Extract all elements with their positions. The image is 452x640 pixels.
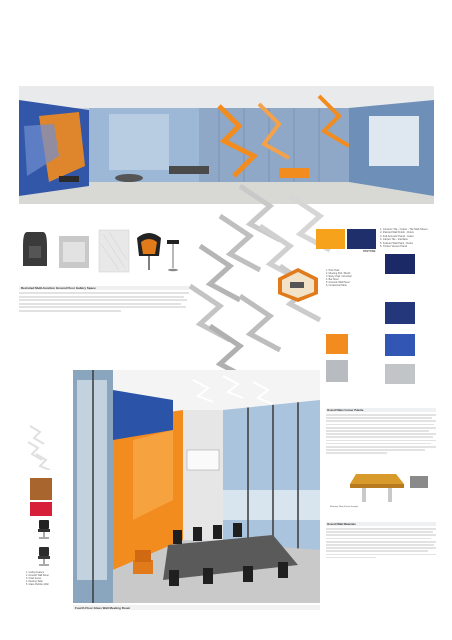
materials-legend	[380, 228, 440, 248]
meeting-room-caption: Fourth Floor Glass Wall Meeting Room	[75, 605, 131, 610]
swatch-navy-large	[385, 254, 415, 274]
materials-legend-item: 4. Carpet Tile - Interface	[380, 238, 408, 242]
meeting-room-legend	[26, 572, 70, 587]
gallery-caption: Revisited Multi-function Ground Floor Gallery Space	[21, 286, 96, 290]
chair-sample-2	[34, 545, 54, 567]
wall-materials-description	[326, 528, 436, 568]
meeting-room-legend-item: 1. Ceiling Feature	[26, 572, 45, 574]
furniture-list-item: 4. Bar Stool	[326, 278, 339, 282]
materials-legend-item: 1. Ceramic Tile - Colour - Tile Matt Sheen	[380, 228, 428, 231]
swatch-orange	[316, 229, 345, 249]
colour-palette-heading-bar	[326, 408, 436, 412]
materials-legend-item: 3. Felt Acoustic Panel - Autex	[380, 234, 414, 238]
meeting-room-caption-bar	[73, 605, 320, 610]
furniture-list-item: 5. Acoustic Wall Panel	[326, 281, 350, 285]
table-finish-illustration	[326, 470, 436, 504]
furniture-list-item: 6. Occasional Table	[326, 284, 347, 288]
swatch-grey-1	[326, 360, 348, 382]
furniture-list	[326, 269, 366, 288]
swatch-orange-square	[326, 334, 348, 354]
colour-palette-heading: Overall Main Colour Palette	[327, 408, 364, 412]
furniture-list-item: 1. Pod Chair	[326, 269, 340, 272]
chair-sample	[34, 518, 54, 540]
table-finish-sample	[326, 470, 436, 504]
furniture-list-item: 2. Meeting Pod / Booth	[326, 272, 351, 276]
colour-palette-section	[326, 408, 436, 464]
meeting-room-render	[73, 370, 320, 603]
wall-materials-section	[326, 522, 436, 568]
gallery-description	[19, 292, 189, 322]
colour-palette-description	[326, 414, 436, 464]
swatch-grey-2	[385, 364, 415, 384]
swatch-timber	[30, 478, 52, 500]
pattern-sample-icon	[26, 420, 54, 470]
furniture-illustrations	[19, 226, 184, 278]
materials-legend-item: 5. Feature Wall Paint - Dulux	[380, 241, 414, 245]
meeting-pod-illustration	[274, 264, 320, 304]
materials-legend-item: 2. Painted Wall Finish - Dulux	[380, 231, 414, 235]
meeting-room-legend-item: 2. Acoustic Wall Panel	[26, 575, 49, 577]
swatch-cobalt	[385, 334, 415, 356]
swatch-blue-fabric	[385, 302, 415, 324]
gallery-caption-bar	[19, 286, 189, 290]
table-finish-caption: Meeting Table Finish Sample	[330, 506, 359, 508]
furniture-list-item: 3. Easy Chair / Armchair	[326, 275, 352, 279]
office-chair-icon	[34, 545, 54, 567]
meeting-room-illustration	[73, 370, 320, 603]
swatch-red	[30, 502, 52, 516]
furniture-strip	[19, 226, 184, 278]
wall-materials-heading-bar	[326, 522, 436, 526]
swatch-navy	[347, 229, 376, 249]
meeting-room-legend-item: 3. Chair Series	[26, 578, 42, 580]
office-chair-icon	[34, 518, 54, 540]
decor-pattern	[26, 420, 54, 470]
meeting-pod-model	[274, 264, 320, 304]
materials-legend-item: 6. Timber Veneer Panel	[380, 245, 408, 249]
pantone-label: PANTONE	[363, 250, 376, 253]
meeting-room-legend-item: 5. Glass Partition Wall	[26, 584, 49, 586]
meeting-room-legend-item: 4. Meeting Table	[26, 581, 43, 583]
wall-materials-heading: Overall Wall Materials	[327, 522, 356, 526]
